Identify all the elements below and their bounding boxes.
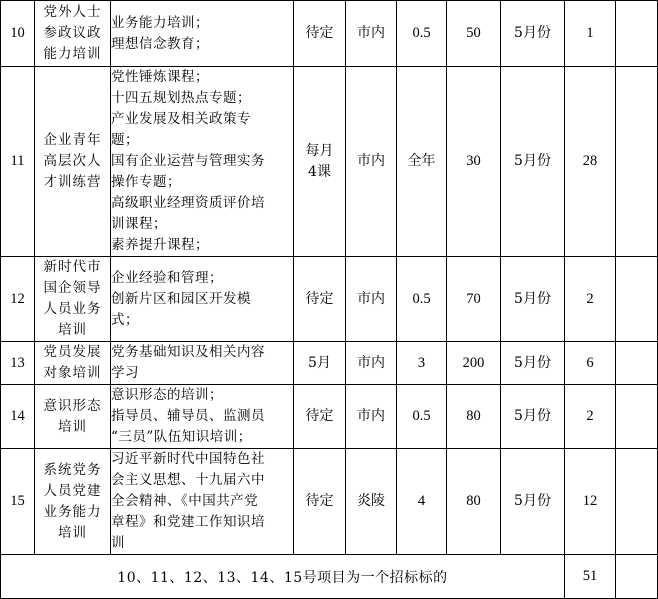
blank-cell (616, 1, 658, 67)
row-number-cell (1, 1, 35, 67)
people-cell (447, 342, 501, 385)
month: 5月份 (514, 25, 551, 41)
row-number-cell (1, 385, 35, 449)
count-cell (565, 449, 616, 555)
training-name-line: 党外人士 (43, 4, 102, 20)
session-count: 2 (586, 290, 594, 307)
people-count: 30 (466, 153, 481, 169)
location: 市内 (357, 25, 385, 41)
summary-note-cell (1, 555, 565, 599)
training-content-line: 式； (111, 311, 139, 328)
row-number: 11 (10, 153, 25, 169)
training-content-line: 党性锤炼课程； (111, 69, 209, 85)
summary-note: 10、11、12、13、14、15号项目为一个招标标的 (117, 569, 448, 586)
location: 市内 (357, 354, 385, 371)
frequency-cell (294, 342, 346, 385)
table-row (1, 449, 658, 555)
month-cell (501, 449, 565, 555)
days-cell (397, 1, 447, 67)
days: 全年 (407, 153, 436, 169)
location: 市内 (357, 290, 385, 307)
training-name-cell (35, 342, 111, 385)
days: 0.5 (412, 25, 431, 41)
training-content-line: 创新片区和园区开发模 (111, 290, 251, 307)
count-cell (565, 385, 616, 449)
row-number: 13 (10, 354, 25, 371)
month: 5月份 (514, 408, 551, 424)
month: 5月份 (514, 153, 551, 169)
training-name-line: 培训 (58, 322, 87, 338)
frequency-cell (294, 385, 346, 449)
days-cell (397, 385, 447, 449)
training-content-cell (111, 342, 294, 385)
frequency-line: 4课 (308, 163, 331, 180)
training-content-line: 十四五规划热点专题； (111, 90, 251, 106)
days: 4 (417, 493, 426, 509)
training-name-cell (35, 449, 111, 555)
people-count: 80 (466, 493, 481, 509)
training-name-line: 企业青年 (43, 132, 102, 148)
training-content-cell (111, 449, 294, 555)
people-count: 50 (466, 25, 481, 41)
people-cell (447, 67, 501, 257)
frequency-cell (294, 1, 346, 67)
blank-cell (616, 67, 658, 257)
training-name-line: 人员业务 (43, 301, 102, 317)
row-number: 10 (10, 25, 25, 41)
people-count: 80 (466, 408, 481, 424)
frequency-line: 每月 (305, 142, 334, 159)
training-name-line: 高层次人 (43, 153, 102, 169)
count-cell (565, 342, 616, 385)
training-content-line: 产业发展及相关政策专 (111, 111, 251, 127)
training-name-line: 培训 (58, 524, 87, 541)
frequency-cell (294, 449, 346, 555)
training-name-line: 国企领导 (43, 280, 102, 296)
table-row (1, 67, 658, 257)
row-number: 14 (10, 408, 25, 424)
frequency-cell (294, 67, 346, 257)
table-row (1, 257, 658, 342)
training-content-line: 训课程； (111, 216, 167, 232)
frequency-line: 待定 (305, 493, 334, 509)
people-count: 70 (466, 290, 481, 307)
training-name-line: 新时代市 (43, 259, 102, 275)
location-cell (346, 67, 397, 257)
training-name-line: 能力培训 (43, 46, 102, 62)
training-name-line: 系统党务 (43, 461, 102, 478)
row-number: 12 (10, 290, 25, 307)
session-count: 1 (586, 25, 594, 41)
blank-cell (616, 385, 658, 449)
training-content-cell (111, 67, 294, 257)
days: 0.5 (412, 290, 431, 307)
frequency-line: 待定 (305, 25, 334, 41)
month-cell (501, 1, 565, 67)
training-name-cell (35, 1, 111, 67)
days-cell (397, 67, 447, 257)
table-row (1, 385, 658, 449)
row-number-cell (1, 257, 35, 342)
training-content-line: 章程》和党建工作知识培 (111, 514, 265, 530)
blank-cell (616, 257, 658, 342)
month: 5月份 (514, 290, 551, 307)
training-content-line: 国有企业运营与管理实务 (111, 153, 265, 169)
blank-cell (616, 342, 658, 385)
people-cell (447, 385, 501, 449)
days-cell (397, 257, 447, 342)
people-count: 200 (462, 354, 485, 371)
training-content-line: 党务基础知识及相关内容 (111, 344, 265, 360)
month-cell (501, 67, 565, 257)
frequency-cell (294, 257, 346, 342)
count-cell (565, 257, 616, 342)
frequency-line: 待定 (305, 408, 334, 424)
month-cell (501, 385, 565, 449)
row-number-cell (1, 342, 35, 385)
people-cell (447, 1, 501, 67)
training-content-cell (111, 385, 294, 449)
location-cell (346, 257, 397, 342)
training-content-line: 训 (111, 535, 125, 551)
row-number: 15 (10, 493, 25, 509)
frequency-line: 5月 (308, 354, 331, 371)
training-name-line: 意识形态 (43, 397, 102, 414)
table-body (1, 1, 658, 599)
days: 0.5 (412, 408, 431, 424)
training-content-line: 会主义思想、十九届六中 (111, 472, 265, 488)
location-cell (346, 449, 397, 555)
training-content-line: 企业经验和管理； (111, 269, 223, 286)
summary-blank-cell (616, 555, 658, 599)
days-cell (397, 449, 447, 555)
training-content-cell (111, 257, 294, 342)
training-content-line: 习近平新时代中国特色社 (111, 451, 265, 467)
location-cell (346, 1, 397, 67)
training-name-line: 业务能力 (43, 503, 102, 520)
month-cell (501, 342, 565, 385)
training-name-line: 对象培训 (43, 365, 102, 381)
row-number-cell (1, 67, 35, 257)
training-content-line: 学习 (111, 365, 139, 381)
table-row (1, 1, 658, 67)
count-cell (565, 67, 616, 257)
session-count: 2 (586, 408, 594, 424)
training-name-line: 才训练营 (43, 174, 102, 190)
training-content-line: 高级职业经理资质评价培 (111, 195, 265, 211)
training-content-line: “三员”队伍知识培训； (111, 429, 252, 445)
summary-row (1, 555, 658, 599)
location-cell (346, 342, 397, 385)
training-content-cell (111, 1, 294, 67)
training-content-line: 意识形态的培训； (111, 387, 223, 403)
month: 5月份 (514, 493, 551, 509)
training-name-line: 人员党建 (43, 482, 102, 499)
table-row (1, 342, 658, 385)
training-name-line: 参政议政 (43, 25, 102, 41)
blank-cell (616, 449, 658, 555)
training-content-line: 全会精神、《中国共产党 (111, 493, 259, 509)
days: 3 (417, 354, 426, 371)
frequency-line: 待定 (305, 290, 334, 307)
training-content-line: 操作专题； (111, 174, 181, 190)
people-cell (447, 257, 501, 342)
training-content-line: 指导员、辅导员、监测员 (111, 408, 265, 424)
row-number-cell (1, 449, 35, 555)
month-cell (501, 257, 565, 342)
training-name-cell (35, 385, 111, 449)
training-name-line: 培训 (58, 418, 87, 435)
summary-total-cell (565, 555, 616, 599)
count-cell (565, 1, 616, 67)
session-count: 28 (582, 153, 598, 169)
location-cell (346, 385, 397, 449)
session-count: 6 (586, 354, 594, 371)
training-name-cell (35, 67, 111, 257)
days-cell (397, 342, 447, 385)
training-content-line: 理想信念教育； (111, 35, 209, 52)
location: 市内 (357, 153, 385, 169)
summary-total: 51 (582, 568, 598, 584)
people-cell (447, 449, 501, 555)
training-name-cell (35, 257, 111, 342)
training-content-line: 素养提升课程； (111, 237, 209, 253)
training-name-line: 党员发展 (43, 344, 102, 360)
training-content-line: 业务能力培训； (111, 14, 209, 31)
month: 5月份 (514, 354, 551, 371)
location: 市内 (357, 408, 385, 424)
location: 炎陵 (357, 493, 385, 509)
training-content-line: 题； (111, 132, 139, 148)
session-count: 12 (582, 493, 598, 509)
